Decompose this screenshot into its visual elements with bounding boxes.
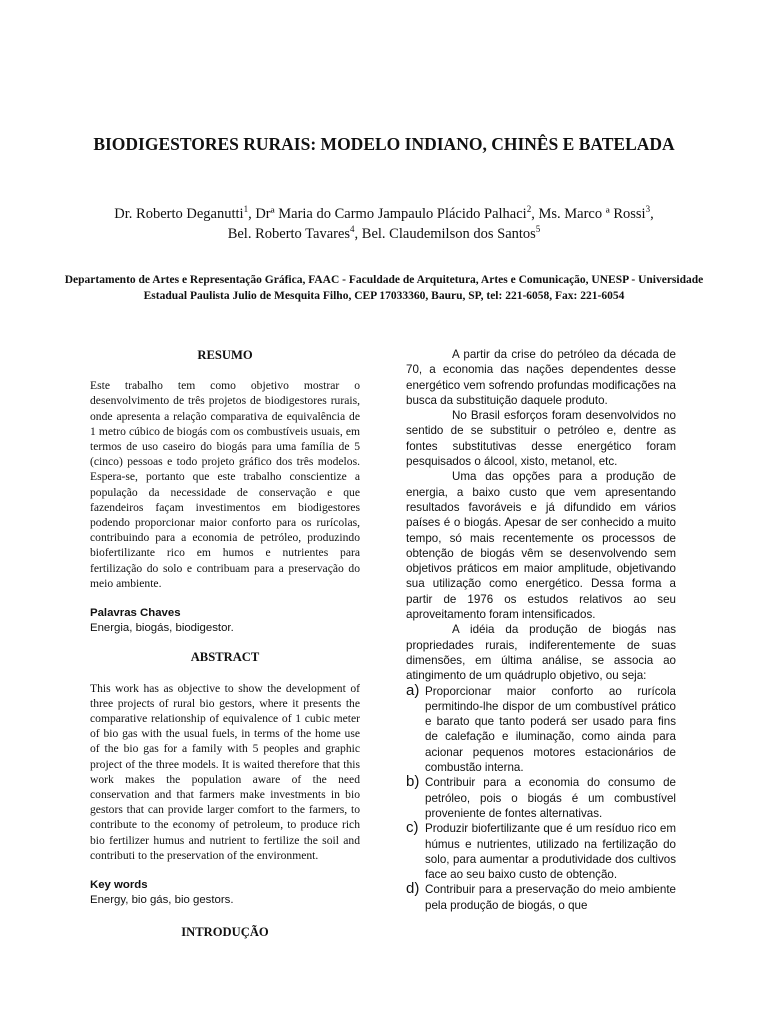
author: Drª Maria do Carmo Jampaulo Plácido Palhaci$^2$,: [255, 204, 539, 222]
item-text: Contribuir para a preservação do meio ambiente pela produção de biogás, o que: [425, 883, 676, 912]
item-marker: a): [406, 681, 420, 699]
paper-title: BIODIGESTORES RURAIS: MODELO INDIANO, CHINÊS E BATELADA: [93, 134, 675, 154]
author: Dr. Roberto Deganutti$^1$,: [114, 204, 256, 222]
intro-paragraph: Uma das opções para a produção de energia, a baixo custo que vem apresentando resultados favoráveis e já difundido em vários países é o biogás. Apesar de ser conhecido a muito tempo, só mais recentemente os processos de obtenção de biogás vêm se desenvolvendo sem objetivos práticos em maior amplitude, objetivando sua utilização como energético. Dessa forma a partir de 1976 os estudos relativos ao seu aproveitamento foram intensificados.: [406, 470, 676, 622]
intro-paragraph: A partir da crise do petróleo da década de 70, a economia das nações dependentes desse energético vem sofrendo profundas modificações na busca da substituição daquele produto.: [406, 348, 676, 407]
item-marker: c): [406, 819, 419, 837]
abstract-heading: ABSTRACT: [190, 650, 260, 665]
abstract-text: This work has as objective to show the development of three projects of rural bio gestors, where it presents the comparative relationship of equivalence of 1 cubic meter of bio gas with the usual fuels, in terms of the home use of the bio gas for a family with 5 peoples and graphic project of the three models. It is waited therefore that this work makes the population aware of the need conservation and that farmers make investments in bio gestors that can provide larger comfort to the farmers, to contribute to the economy of petroleum, to produce rich bio fertilizer humus and nutrient to fertilize the soil and contributi to the preservation of the environment.: [90, 681, 360, 862]
item-marker: b): [406, 773, 420, 791]
item-text: Produzir biofertilizante que é um resíduo rico em húmus e nutrientes, utilizado na fertilização do solo, para aumentar a produtividade dos cultivos face ao seu baixo custo de obtenção.: [425, 822, 676, 882]
palavras-chaves-text: Energia, biogás, biodigestor.: [90, 622, 234, 635]
palavras-chaves-heading: Palavras Chaves: [90, 607, 181, 620]
key-words-text: Energy, bio gás, bio gestors.: [90, 894, 234, 907]
right-column: [406, 347, 676, 913]
resumo-heading: RESUMO: [197, 348, 253, 362]
affiliation: Departamento de Artes e Representação Gráfica, FAAC - Faculdade de Arquitetura, Artes e Comunicação, UNESP - Universidade Estadual Paulista Julio de Mesquita Filho, CEP 17033360, Bauru, SP, tel: 221-6058, Fax: 221-6054: [64, 274, 704, 302]
item-text: Proporcionar maior conforto ao rurícola permitindo-lhe dispor de um combustível prático e barato que tanto poderá ser usado para fins de calefação e iluminação, como ainda para acionar pequenos motores estacionários de combustão interna.: [425, 684, 676, 775]
author: Bel. Claudemilson dos Santos$^5$: [361, 224, 541, 242]
introducao-heading: INTRODUÇÃO: [181, 924, 269, 939]
objective-item: [406, 882, 676, 913]
author: Ms. Marco ª Rossi$^3$,: [538, 204, 654, 222]
key-words-heading: Key words: [90, 879, 148, 892]
resumo-text: Este trabalho tem como objetivo mostrar o desenvolvimento de três projetos de biodigestores rurais, onde apresenta a relação comparativa de equivalência de 1 metro cúbico de biogás com os combustíveis usuais, em termos de uso caseiro do biogás para uma família de 5 (cinco) pessoas e todo projeto gráfico dos três modelos. Espera-se, portanto que este trabalho conscientize a população da necessidade de conservação e que fazendeiros façam investimentos em biodigestores podendo proporcionar maior conforto para os rurícolas, contribuindo para a economia de petróleo, produzindo biofertilizante rico em humos e nutrientes para fertilização do solo e contribuam para a preservação do meio ambiente.: [90, 379, 360, 590]
author: Bel. Roberto Tavares$^4$,: [227, 224, 362, 242]
objective-item: [406, 681, 676, 776]
intro-paragraph: No Brasil esforços foram desenvolvidos no sentido de se substituir o petróleo e, dentre as fontes substitutivas desse energético foram pesquisados o álcool, xisto, metanol, etc.: [406, 409, 676, 469]
left-column: [90, 348, 360, 955]
intro-paragraph: A idéia da produção de biogás nas propriedades rurais, indiferentemente de suas dimensões, em última análise, se associa ao atingimento de um quádruplo objetivo, ou seja:: [406, 623, 676, 683]
author-list: [40, 204, 728, 244]
objective-item: [406, 775, 676, 821]
item-marker: d): [406, 880, 420, 898]
objective-item: [406, 821, 676, 882]
item-text: Contribuir para a economia do consumo de petróleo, pois o biogás é um combustível proveniente de fontes alternativas.: [425, 776, 676, 820]
